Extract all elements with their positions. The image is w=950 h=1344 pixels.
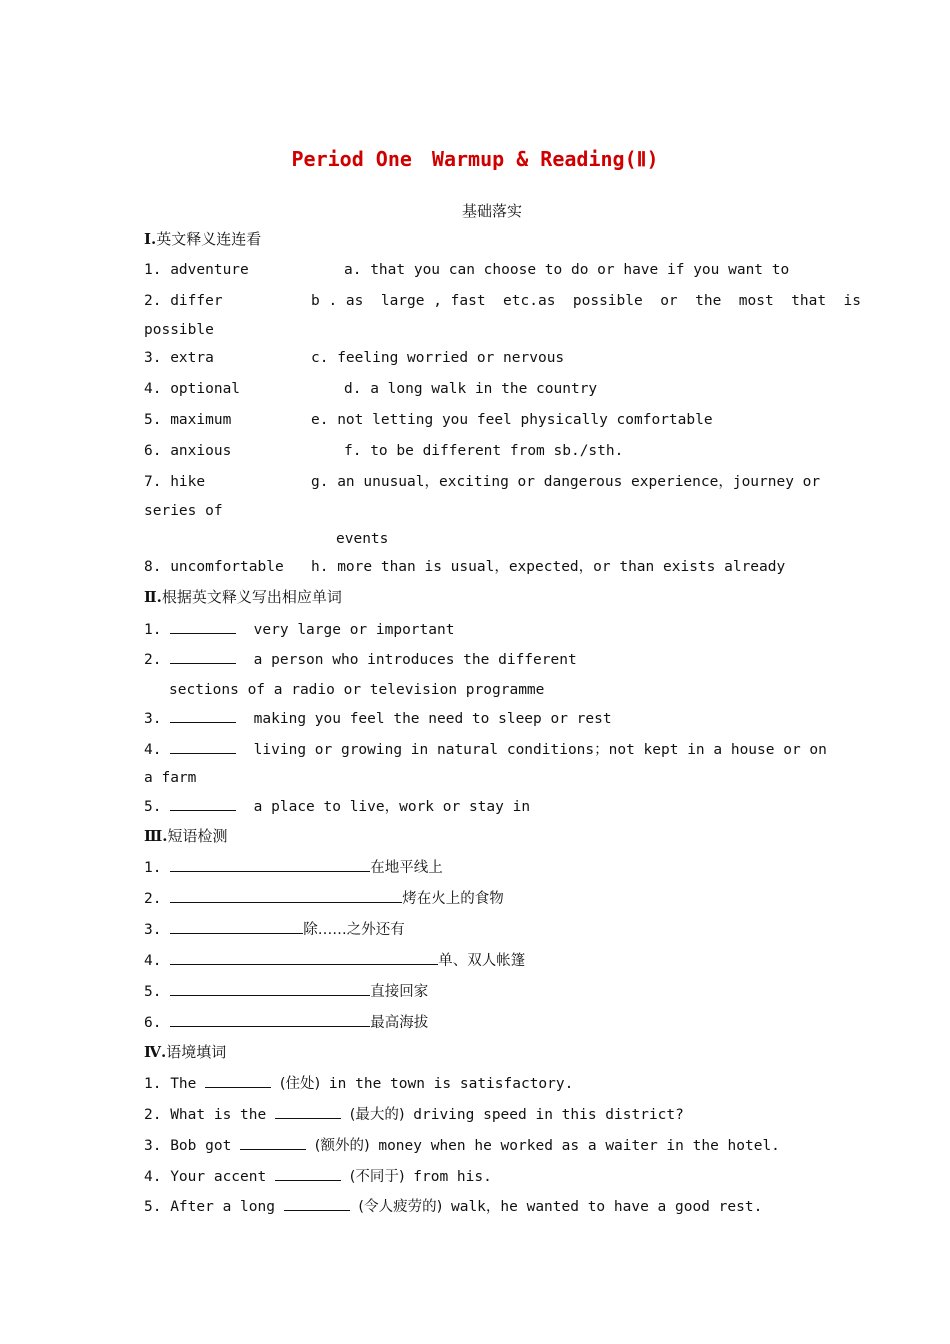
section-1-heading: Ⅰ.英文释义连连看: [144, 230, 262, 248]
answer-blank[interactable]: [240, 1135, 306, 1150]
subtitle: 基础落实: [461, 202, 522, 220]
fill-item: 3. Bob got (额外的) money when he worked as a waiter in the hotel.: [144, 1135, 780, 1156]
answer-blank[interactable]: [170, 619, 236, 634]
answer-blank[interactable]: [275, 1166, 341, 1181]
match-def: a. that you can choose to do or have if you want to: [344, 262, 790, 278]
match-def: e. not letting you feel physically comfortable: [311, 412, 713, 428]
fill-item: 2. What is the (最大的) driving speed in this district?: [144, 1104, 684, 1125]
word-item: 5. a place to live，work or stay in: [144, 796, 530, 817]
answer-blank[interactable]: [170, 919, 303, 934]
phrase-item: 3. 除……之外还有: [144, 919, 405, 940]
title-period: Period One: [291, 147, 412, 171]
match-word: 7. hike: [144, 474, 206, 490]
answer-blank[interactable]: [284, 1196, 350, 1211]
match-word: 4. optional: [144, 381, 241, 397]
section-4-heading: Ⅳ.语境填词: [144, 1043, 227, 1061]
match-word: 6. anxious: [144, 443, 232, 459]
match-word: 5. maximum: [144, 412, 232, 428]
match-def: g. an unusual，exciting or dangerous experience，journey or: [311, 474, 821, 490]
title-lesson: Warmup & Reading(Ⅱ): [431, 147, 659, 171]
fill-item: 4. Your accent (不同于) from his.: [144, 1166, 492, 1187]
word-item: 3. making you feel the need to sleep or rest: [144, 708, 612, 729]
word-item: 1. very large or important: [144, 619, 454, 640]
phrase-item: 2. 烤在火上的食物: [144, 888, 504, 909]
word-item: 2. a person who introduces the different: [144, 649, 577, 670]
match-def-cont: series of: [144, 503, 223, 519]
page-title: [0, 146, 950, 172]
phrase-item: 5. 直接回家: [144, 981, 428, 1002]
answer-blank[interactable]: [170, 950, 438, 965]
match-word: 2. differ: [144, 293, 223, 309]
word-def-cont: sections of a radio or television programme: [169, 682, 545, 698]
match-word: 3. extra: [144, 350, 214, 366]
match-def: h. more than is usual，expected，or than exists already: [311, 559, 786, 575]
match-def: d. a long walk in the country: [344, 381, 598, 397]
match-word: 1. adventure: [144, 262, 249, 278]
section-3-heading: Ⅲ.短语检测: [144, 827, 228, 845]
fill-item: 1. The (住处) in the town is satisfactory.: [144, 1073, 573, 1094]
match-word: 8. uncomfortable: [144, 559, 284, 575]
answer-blank[interactable]: [170, 796, 236, 811]
answer-blank[interactable]: [170, 649, 236, 664]
answer-blank[interactable]: [275, 1104, 341, 1119]
fill-item: 5. After a long (令人疲劳的) walk，he wanted to have a good rest.: [144, 1196, 762, 1217]
answer-blank[interactable]: [205, 1073, 271, 1088]
section-2-heading: Ⅱ.根据英文释义写出相应单词: [144, 588, 342, 606]
answer-blank[interactable]: [170, 981, 370, 996]
phrase-item: 1. 在地平线上: [144, 857, 443, 878]
answer-blank[interactable]: [170, 708, 236, 723]
word-item: 4. living or growing in natural conditions；not kept in a house or on: [144, 739, 827, 760]
match-def-cont: events: [336, 531, 389, 547]
match-def: b . as large , fast etc.as possible or the most that is: [311, 293, 861, 309]
answer-blank[interactable]: [170, 888, 402, 903]
match-def-cont: possible: [144, 322, 214, 338]
phrase-item: 4. 单、双人帐篷: [144, 950, 525, 971]
phrase-item: 6. 最高海拔: [144, 1012, 428, 1033]
match-def: c. feeling worried or nervous: [311, 350, 565, 366]
answer-blank[interactable]: [170, 857, 370, 872]
answer-blank[interactable]: [170, 739, 236, 754]
word-def-cont: a farm: [144, 770, 197, 786]
match-def: f. to be different from sb./sth.: [344, 443, 624, 459]
answer-blank[interactable]: [170, 1012, 370, 1027]
